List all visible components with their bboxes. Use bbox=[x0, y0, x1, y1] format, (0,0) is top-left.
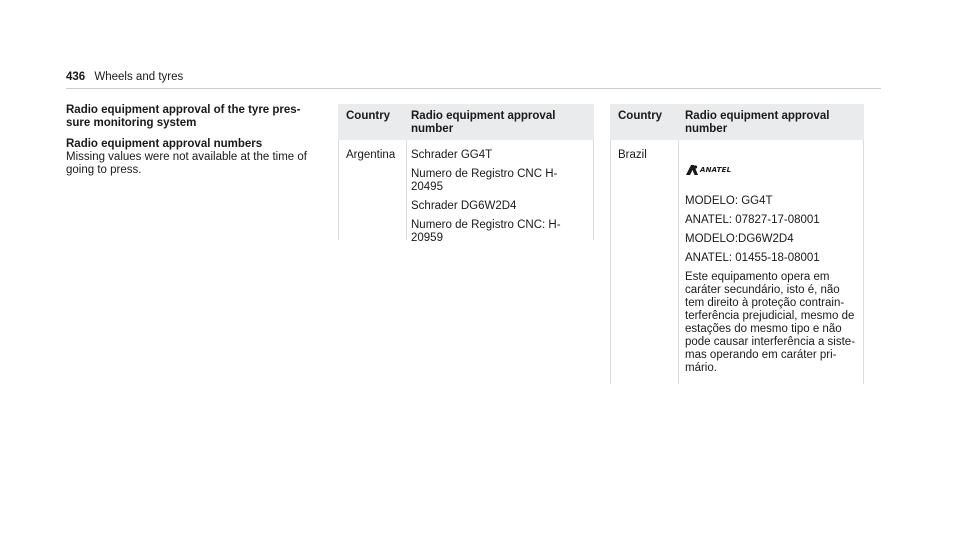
approval-number-cell bbox=[678, 140, 864, 384]
approval-entry: MODELO:DG6W2D4 bbox=[685, 233, 794, 245]
approval-entry: Numero de Registro CNC H-20495 bbox=[411, 168, 558, 193]
column-header-approval-number: Radio equipment approval number bbox=[411, 110, 556, 135]
column-header-country: Country bbox=[618, 110, 663, 122]
column-divider bbox=[338, 140, 339, 240]
page-header bbox=[66, 71, 183, 83]
column-divider bbox=[678, 140, 679, 384]
approval-entry: MODELO: GG4T bbox=[685, 195, 773, 207]
approval-number-cell bbox=[406, 140, 594, 244]
section-heading: Radio equipment approval of the tyre pres- sure monitoring system bbox=[66, 104, 301, 129]
availability-note: Missing values were not available at the time of going to press. bbox=[66, 151, 307, 176]
intro-section bbox=[66, 104, 326, 177]
section-title: Wheels and tyres bbox=[94, 71, 184, 83]
table-header bbox=[338, 104, 594, 140]
approval-table-argentina bbox=[338, 104, 594, 244]
header-divider bbox=[66, 88, 881, 89]
anatel-logo-icon bbox=[685, 163, 864, 177]
subsection-heading: Radio equipment approval numbers bbox=[66, 138, 263, 150]
column-header-approval-number: Radio equipment approval number bbox=[685, 110, 830, 135]
anatel-logo-text: ANATEL bbox=[700, 165, 732, 174]
country-cell: Argentina bbox=[346, 149, 396, 161]
approval-entry: Schrader GG4T bbox=[411, 149, 493, 161]
column-divider bbox=[406, 140, 407, 240]
approval-table-brazil bbox=[610, 104, 864, 384]
country-cell: Brazil bbox=[618, 149, 647, 161]
column-divider bbox=[610, 140, 611, 384]
approval-entry: Schrader DG6W2D4 bbox=[411, 200, 517, 212]
approval-entry: ANATEL: 07827-17-08001 bbox=[685, 214, 820, 226]
approval-entry: Numero de Registro CNC: H-20959 bbox=[411, 219, 561, 244]
table-row bbox=[610, 140, 864, 384]
table-header bbox=[610, 104, 864, 140]
column-divider bbox=[593, 140, 594, 240]
column-header-country: Country bbox=[346, 110, 391, 122]
table-row bbox=[338, 140, 594, 244]
page-number: 436 bbox=[66, 71, 86, 83]
approval-disclaimer: Este equipamento opera em caráter secundário, isto é, não tem direito à proteção contrain- terferência prejudicial, mesmo de estações do mesmo tipo e não pode causar interferência a siste- mas operando em caráter pri- mário. bbox=[685, 271, 856, 374]
approval-entry: ANATEL: 01455-18-08001 bbox=[685, 252, 820, 264]
column-divider bbox=[863, 140, 864, 384]
